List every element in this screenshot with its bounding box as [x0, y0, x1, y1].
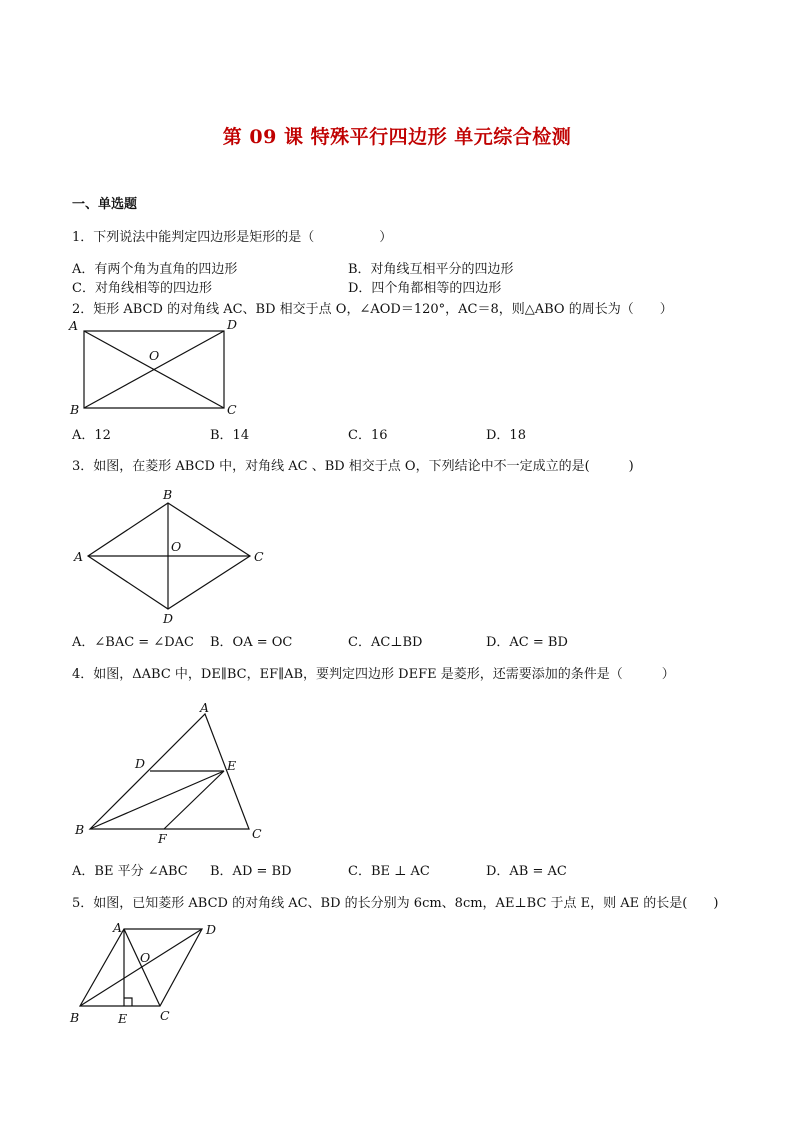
q4-option-c[interactable]: C．BE ⊥ AC [348, 864, 430, 879]
question-4-stem: 4．如图，ΔABC 中，DE∥BC，EF∥AB，要判定四边形 DEFE 是菱形，还需要添加的条件是（ ） [72, 667, 675, 682]
q1-option-d[interactable]: D．四个角都相等的四边形 [348, 281, 502, 296]
q4-label-b: B [75, 822, 85, 837]
q4-option-b[interactable]: B．AD = BD [210, 864, 292, 879]
q4-option-a[interactable]: A．BE 平分 ∠ABC [72, 864, 188, 879]
q4-option-d[interactable]: D．AB = AC [486, 864, 567, 879]
q5-label-d: D [206, 922, 217, 937]
q3-option-c[interactable]: C．AC⊥BD [348, 635, 423, 650]
q2-option-d[interactable]: D．18 [486, 428, 526, 443]
q5-label-c: C [160, 1008, 170, 1023]
q2-label-o: O [149, 348, 160, 363]
question-3-stem: 3．如图，在菱形 ABCD 中，对角线 AC 、BD 相交于点 O，下列结论中不一定成立的是( ) [72, 459, 634, 474]
q2-label-d: D [227, 317, 238, 332]
q3-option-d[interactable]: D．AC = BD [486, 635, 568, 650]
section-heading: 一、单选题 [72, 197, 138, 212]
q3-label-o: O [171, 539, 182, 554]
q3-label-c: C [254, 549, 264, 564]
question-2-stem: 2．矩形 ABCD 的对角线 AC、BD 相交于点 O，∠AOD＝120°，AC＝8，则△ABO 的周长为（ ） [72, 302, 673, 317]
q2-label-b: B [70, 402, 80, 417]
q1-option-a[interactable]: A．有两个角为直角的四边形 [72, 262, 238, 277]
q2-option-a[interactable]: A．12 [72, 428, 111, 443]
q3-label-b: B [163, 487, 173, 502]
q4-label-f: F [158, 831, 167, 846]
q5-label-e: E [118, 1011, 128, 1026]
q5-label-b: B [70, 1010, 80, 1025]
page-title: 第 09 课 特殊平行四边形 单元综合检测 [222, 126, 572, 148]
q4-label-a: A [200, 700, 210, 715]
q1-option-c[interactable]: C．对角线相等的四边形 [72, 281, 212, 296]
q3-option-b[interactable]: B．OA = OC [210, 635, 293, 650]
q2-option-b[interactable]: B．14 [210, 428, 250, 443]
q3-option-a[interactable]: A．∠BAC = ∠DAC [72, 635, 194, 650]
question-5-stem: 5．如图，已知菱形 ABCD 的对角线 AC、BD 的长分别为 6cm、8cm，AE⊥BC 于点 E，则 AE 的长是( ) [72, 896, 719, 911]
q2-option-c[interactable]: C．16 [348, 428, 388, 443]
q4-label-c: C [252, 826, 262, 841]
q4-label-d: D [135, 756, 146, 771]
q3-label-a: A [74, 549, 84, 564]
q5-label-a: A [113, 920, 123, 935]
q4-label-e: E [227, 758, 237, 773]
q1-option-b[interactable]: B．对角线互相平分的四边形 [348, 262, 514, 277]
question-1-stem: 1．下列说法中能判定四边形是矩形的是（ ） [72, 230, 393, 245]
q5-label-o: O [140, 950, 151, 965]
q2-label-c: C [227, 402, 237, 417]
q3-label-d: D [163, 611, 174, 626]
q2-label-a: A [69, 318, 79, 333]
